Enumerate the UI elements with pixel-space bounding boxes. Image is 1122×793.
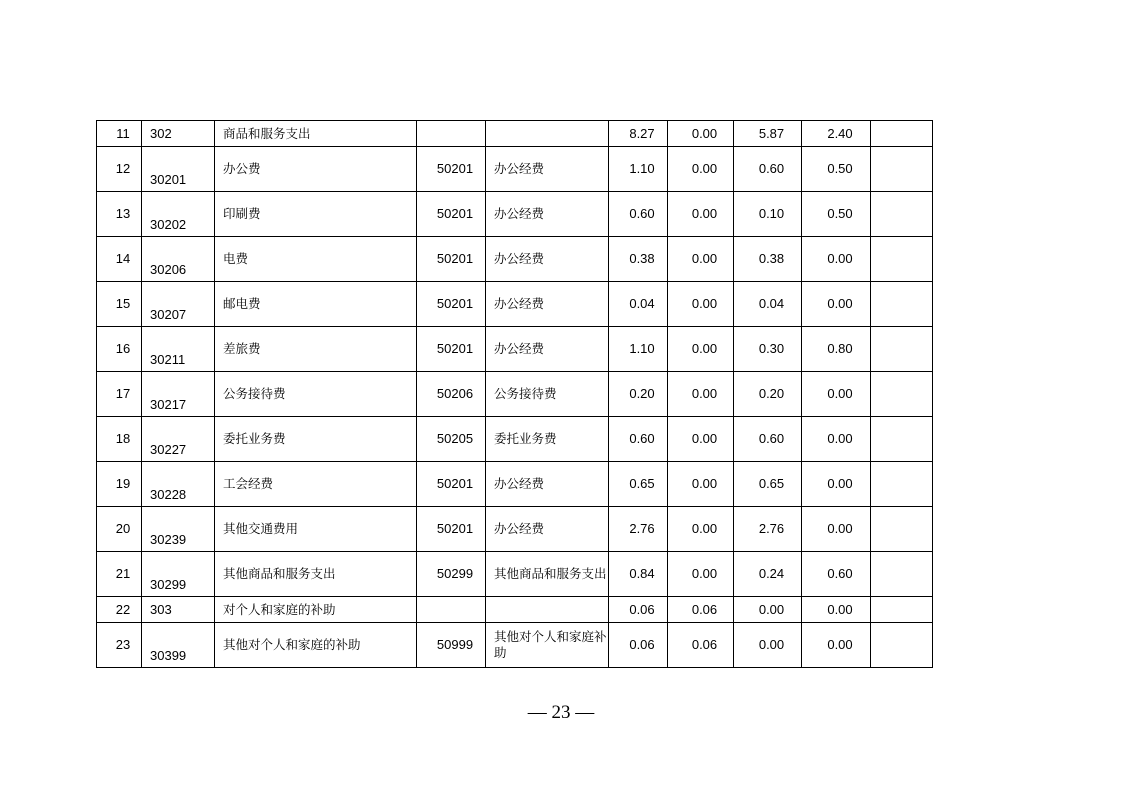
amount-cell-3: 0.04: [734, 282, 802, 327]
row-index-cell: 14: [97, 237, 142, 282]
table-row: [97, 372, 933, 417]
remark-cell: [871, 623, 933, 668]
amount-cell-3: 0.00: [734, 597, 802, 623]
subject-code-cell: 30228: [142, 462, 215, 507]
row-index-cell: 12: [97, 147, 142, 192]
amount-cell-4: 0.00: [802, 623, 871, 668]
subject-code-cell: 30299: [142, 552, 215, 597]
row-index-cell: 23: [97, 623, 142, 668]
row-index-cell: 17: [97, 372, 142, 417]
table-row: [97, 121, 933, 147]
subject-code-cell: 303: [142, 597, 215, 623]
remark-cell: [871, 417, 933, 462]
remark-cell: [871, 237, 933, 282]
economic-code-cell: 50206: [417, 372, 486, 417]
economic-code-cell: 50201: [417, 282, 486, 327]
amount-cell-4: 0.00: [802, 237, 871, 282]
subject-code-cell: 30202: [142, 192, 215, 237]
economic-name-cell: 办公经费: [486, 237, 609, 282]
table-row: [97, 282, 933, 327]
total-amount-cell: 1.10: [609, 147, 668, 192]
subject-name-cell: 工会经费: [215, 462, 417, 507]
amount-cell-3: 5.87: [734, 121, 802, 147]
table-row: [97, 623, 933, 668]
economic-name-cell: 办公经费: [486, 282, 609, 327]
row-index-cell: 22: [97, 597, 142, 623]
economic-code-cell: 50201: [417, 237, 486, 282]
economic-name-cell: 其他对个人和家庭补助: [486, 623, 609, 668]
subject-name-cell: 其他对个人和家庭的补助: [215, 623, 417, 668]
amount-cell-4: 0.50: [802, 147, 871, 192]
economic-name-cell: 办公经费: [486, 507, 609, 552]
amount-cell-4: 0.00: [802, 507, 871, 552]
remark-cell: [871, 147, 933, 192]
row-index-cell: 16: [97, 327, 142, 372]
subject-code-cell: 30206: [142, 237, 215, 282]
economic-name-cell: 办公经费: [486, 327, 609, 372]
total-amount-cell: 0.04: [609, 282, 668, 327]
amount-cell-4: 0.00: [802, 462, 871, 507]
amount-cell-3: 2.76: [734, 507, 802, 552]
table-row: [97, 552, 933, 597]
remark-cell: [871, 282, 933, 327]
subject-name-cell: 委托业务费: [215, 417, 417, 462]
economic-name-cell: 办公经费: [486, 192, 609, 237]
table-row: [97, 147, 933, 192]
table-row: [97, 192, 933, 237]
amount-cell-4: 0.60: [802, 552, 871, 597]
amount-cell-2: 0.00: [668, 462, 734, 507]
subject-code-cell: 30227: [142, 417, 215, 462]
remark-cell: [871, 327, 933, 372]
table-row: [97, 237, 933, 282]
total-amount-cell: 0.06: [609, 623, 668, 668]
total-amount-cell: 0.60: [609, 192, 668, 237]
table-row: [97, 417, 933, 462]
budget-table: [96, 120, 933, 668]
subject-code-cell: 30399: [142, 623, 215, 668]
amount-cell-2: 0.00: [668, 507, 734, 552]
total-amount-cell: 0.06: [609, 597, 668, 623]
economic-code-cell: 50201: [417, 507, 486, 552]
subject-code-cell: 30201: [142, 147, 215, 192]
remark-cell: [871, 507, 933, 552]
remark-cell: [871, 597, 933, 623]
page-number: — 23 —: [527, 702, 595, 723]
amount-cell-3: 0.60: [734, 147, 802, 192]
subject-code-cell: 30239: [142, 507, 215, 552]
amount-cell-3: 0.10: [734, 192, 802, 237]
subject-code-cell: 30207: [142, 282, 215, 327]
remark-cell: [871, 372, 933, 417]
total-amount-cell: 1.10: [609, 327, 668, 372]
subject-name-cell: 其他交通费用: [215, 507, 417, 552]
amount-cell-3: 0.20: [734, 372, 802, 417]
economic-name-cell: [486, 597, 609, 623]
economic-name-cell: 其他商品和服务支出: [486, 552, 609, 597]
economic-code-cell: 50201: [417, 462, 486, 507]
remark-cell: [871, 121, 933, 147]
economic-name-cell: [486, 121, 609, 147]
economic-code-cell: [417, 121, 486, 147]
amount-cell-2: 0.00: [668, 552, 734, 597]
amount-cell-2: 0.00: [668, 121, 734, 147]
remark-cell: [871, 552, 933, 597]
table-row: [97, 597, 933, 623]
subject-name-cell: 其他商品和服务支出: [215, 552, 417, 597]
total-amount-cell: 8.27: [609, 121, 668, 147]
total-amount-cell: 0.38: [609, 237, 668, 282]
subject-name-cell: 差旅费: [215, 327, 417, 372]
economic-name-cell: 办公经费: [486, 147, 609, 192]
economic-name-cell: 公务接待费: [486, 372, 609, 417]
amount-cell-2: 0.00: [668, 237, 734, 282]
amount-cell-4: 0.00: [802, 372, 871, 417]
subject-name-cell: 电费: [215, 237, 417, 282]
subject-name-cell: 印刷费: [215, 192, 417, 237]
subject-code-cell: 302: [142, 121, 215, 147]
amount-cell-2: 0.00: [668, 372, 734, 417]
total-amount-cell: 2.76: [609, 507, 668, 552]
amount-cell-4: 0.00: [802, 597, 871, 623]
row-index-cell: 21: [97, 552, 142, 597]
subject-name-cell: 邮电费: [215, 282, 417, 327]
subject-code-cell: 30211: [142, 327, 215, 372]
remark-cell: [871, 192, 933, 237]
economic-code-cell: 50201: [417, 147, 486, 192]
economic-name-cell: 办公经费: [486, 462, 609, 507]
row-index-cell: 19: [97, 462, 142, 507]
amount-cell-3: 0.60: [734, 417, 802, 462]
row-index-cell: 18: [97, 417, 142, 462]
total-amount-cell: 0.84: [609, 552, 668, 597]
row-index-cell: 15: [97, 282, 142, 327]
row-index-cell: 20: [97, 507, 142, 552]
amount-cell-3: 0.24: [734, 552, 802, 597]
table-row: [97, 327, 933, 372]
amount-cell-4: 0.50: [802, 192, 871, 237]
amount-cell-2: 0.00: [668, 417, 734, 462]
total-amount-cell: 0.65: [609, 462, 668, 507]
amount-cell-3: 0.00: [734, 623, 802, 668]
row-index-cell: 11: [97, 121, 142, 147]
total-amount-cell: 0.20: [609, 372, 668, 417]
amount-cell-3: 0.38: [734, 237, 802, 282]
amount-cell-2: 0.00: [668, 327, 734, 372]
amount-cell-3: 0.30: [734, 327, 802, 372]
table-row: [97, 507, 933, 552]
economic-code-cell: 50999: [417, 623, 486, 668]
economic-code-cell: 50299: [417, 552, 486, 597]
remark-cell: [871, 462, 933, 507]
amount-cell-3: 0.65: [734, 462, 802, 507]
amount-cell-4: 0.00: [802, 417, 871, 462]
amount-cell-2: 0.00: [668, 192, 734, 237]
table-row: [97, 462, 933, 507]
economic-code-cell: 50205: [417, 417, 486, 462]
amount-cell-4: 2.40: [802, 121, 871, 147]
total-amount-cell: 0.60: [609, 417, 668, 462]
economic-code-cell: [417, 597, 486, 623]
subject-name-cell: 公务接待费: [215, 372, 417, 417]
subject-name-cell: 商品和服务支出: [215, 121, 417, 147]
row-index-cell: 13: [97, 192, 142, 237]
subject-name-cell: 对个人和家庭的补助: [215, 597, 417, 623]
amount-cell-4: 0.00: [802, 282, 871, 327]
amount-cell-2: 0.06: [668, 597, 734, 623]
amount-cell-2: 0.00: [668, 147, 734, 192]
amount-cell-2: 0.06: [668, 623, 734, 668]
budget-table-body: [97, 121, 933, 668]
subject-name-cell: 办公费: [215, 147, 417, 192]
amount-cell-4: 0.80: [802, 327, 871, 372]
economic-code-cell: 50201: [417, 192, 486, 237]
economic-code-cell: 50201: [417, 327, 486, 372]
economic-name-cell: 委托业务费: [486, 417, 609, 462]
subject-code-cell: 30217: [142, 372, 215, 417]
amount-cell-2: 0.00: [668, 282, 734, 327]
